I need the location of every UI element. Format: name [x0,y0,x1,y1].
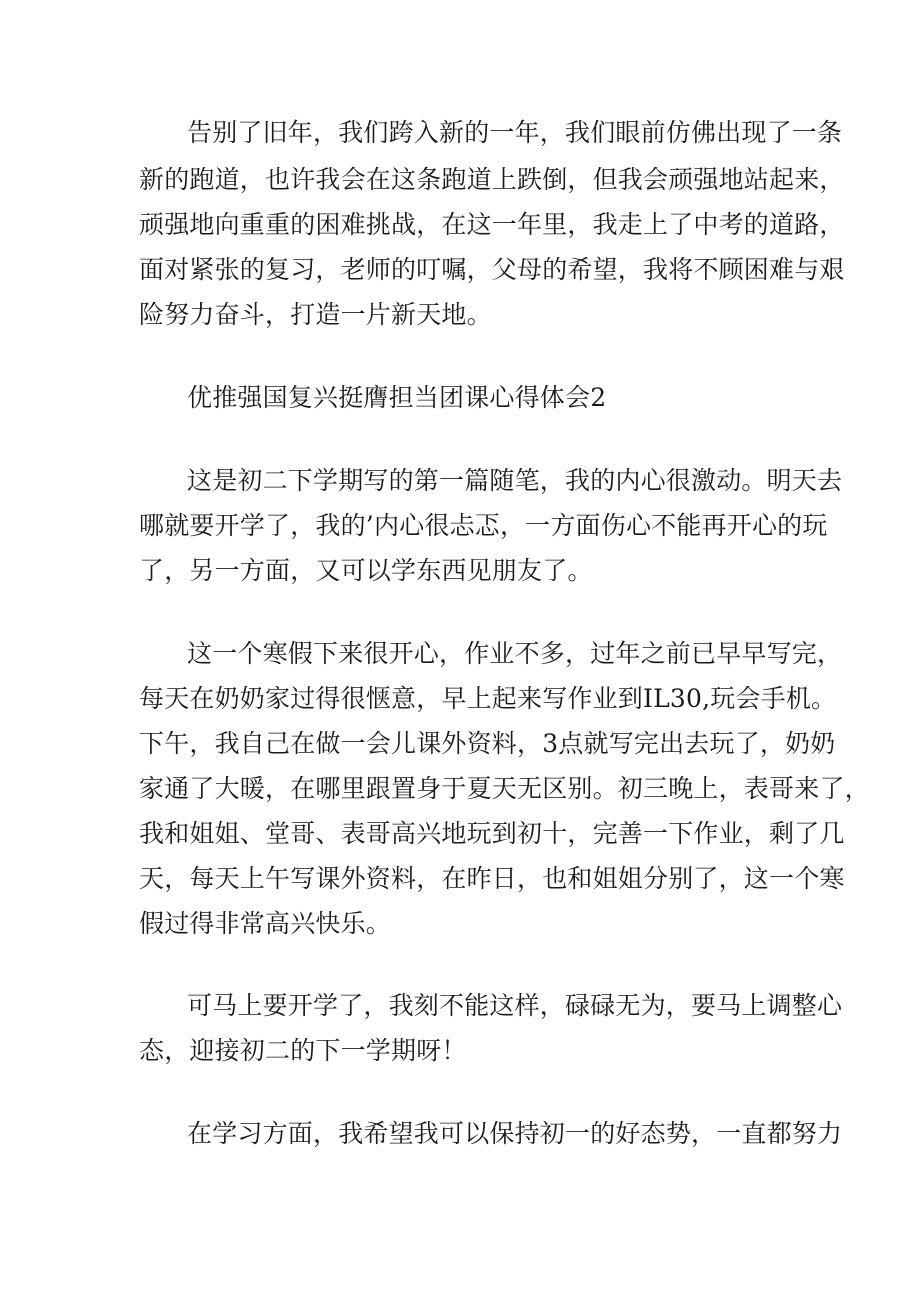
paragraph-line: 这是初二下学期写的第一篇随笔，我的内心很激动。明天去 [187,466,843,495]
paragraph-line: 可马上要开学了，我刻不能这样，碌碌无为，要马上调整心 [187,991,843,1020]
paragraph-line: 告别了旧年，我们跨入新的一年，我们眼前仿佛出现了一条 [187,118,843,147]
paragraph-line: 下午，我自己在做一会儿课外资料，3点就写完出去玩了，奶奶 [139,729,836,758]
paragraph-line: 顽强地向重重的困难挑战，在这一年里，我走上了中考的道路， [139,210,845,239]
paragraph-line: 了，另一方面，又可以学东西见朋友了。 [139,556,593,585]
paragraph-line: 假过得非常高兴快乐。 [139,909,392,938]
paragraph-line: 我和姐姐、堂哥、表哥高兴地玩到初十，完善一下作业，剩了几 [139,819,845,848]
paragraph-line: 态，迎接初二的下一学期呀！ [139,1036,467,1065]
paragraph-line: 天，每天上午写课外资料，在昨日，也和姐姐分别了，这一个寒 [139,864,845,893]
paragraph-line: 新的跑道，也许我会在这条跑道上跌倒，但我会顽强地站起来， [139,165,845,194]
section-heading: 优推强国复兴挺膺担当团课心得体会2 [187,383,607,412]
paragraph-line: 在学习方面，我希望我可以保持初一的好态势，一直都努力 [187,1119,843,1148]
paragraph-line: 每天在奶奶家过得很惬意，早上起来写作业到IL30,玩会手机。 [139,684,837,713]
paragraph-line: 险努力奋斗，打造一片新天地。 [139,300,492,329]
paragraph-line: 面对紧张的复习，老师的叮嘱，父母的希望，我将不顾困难与艰 [139,255,845,284]
paragraph-line: 哪就要开学了，我的’内心很忐忑，一方面伤心不能再开心的玩 [139,511,828,540]
paragraph-line: 家通了大暖，在哪里跟置身于夏天无区别。初三晚上，表哥来了， [139,774,870,803]
paragraph-line: 这一个寒假下来很开心，作业不多，过年之前已早早写完， [187,639,843,668]
